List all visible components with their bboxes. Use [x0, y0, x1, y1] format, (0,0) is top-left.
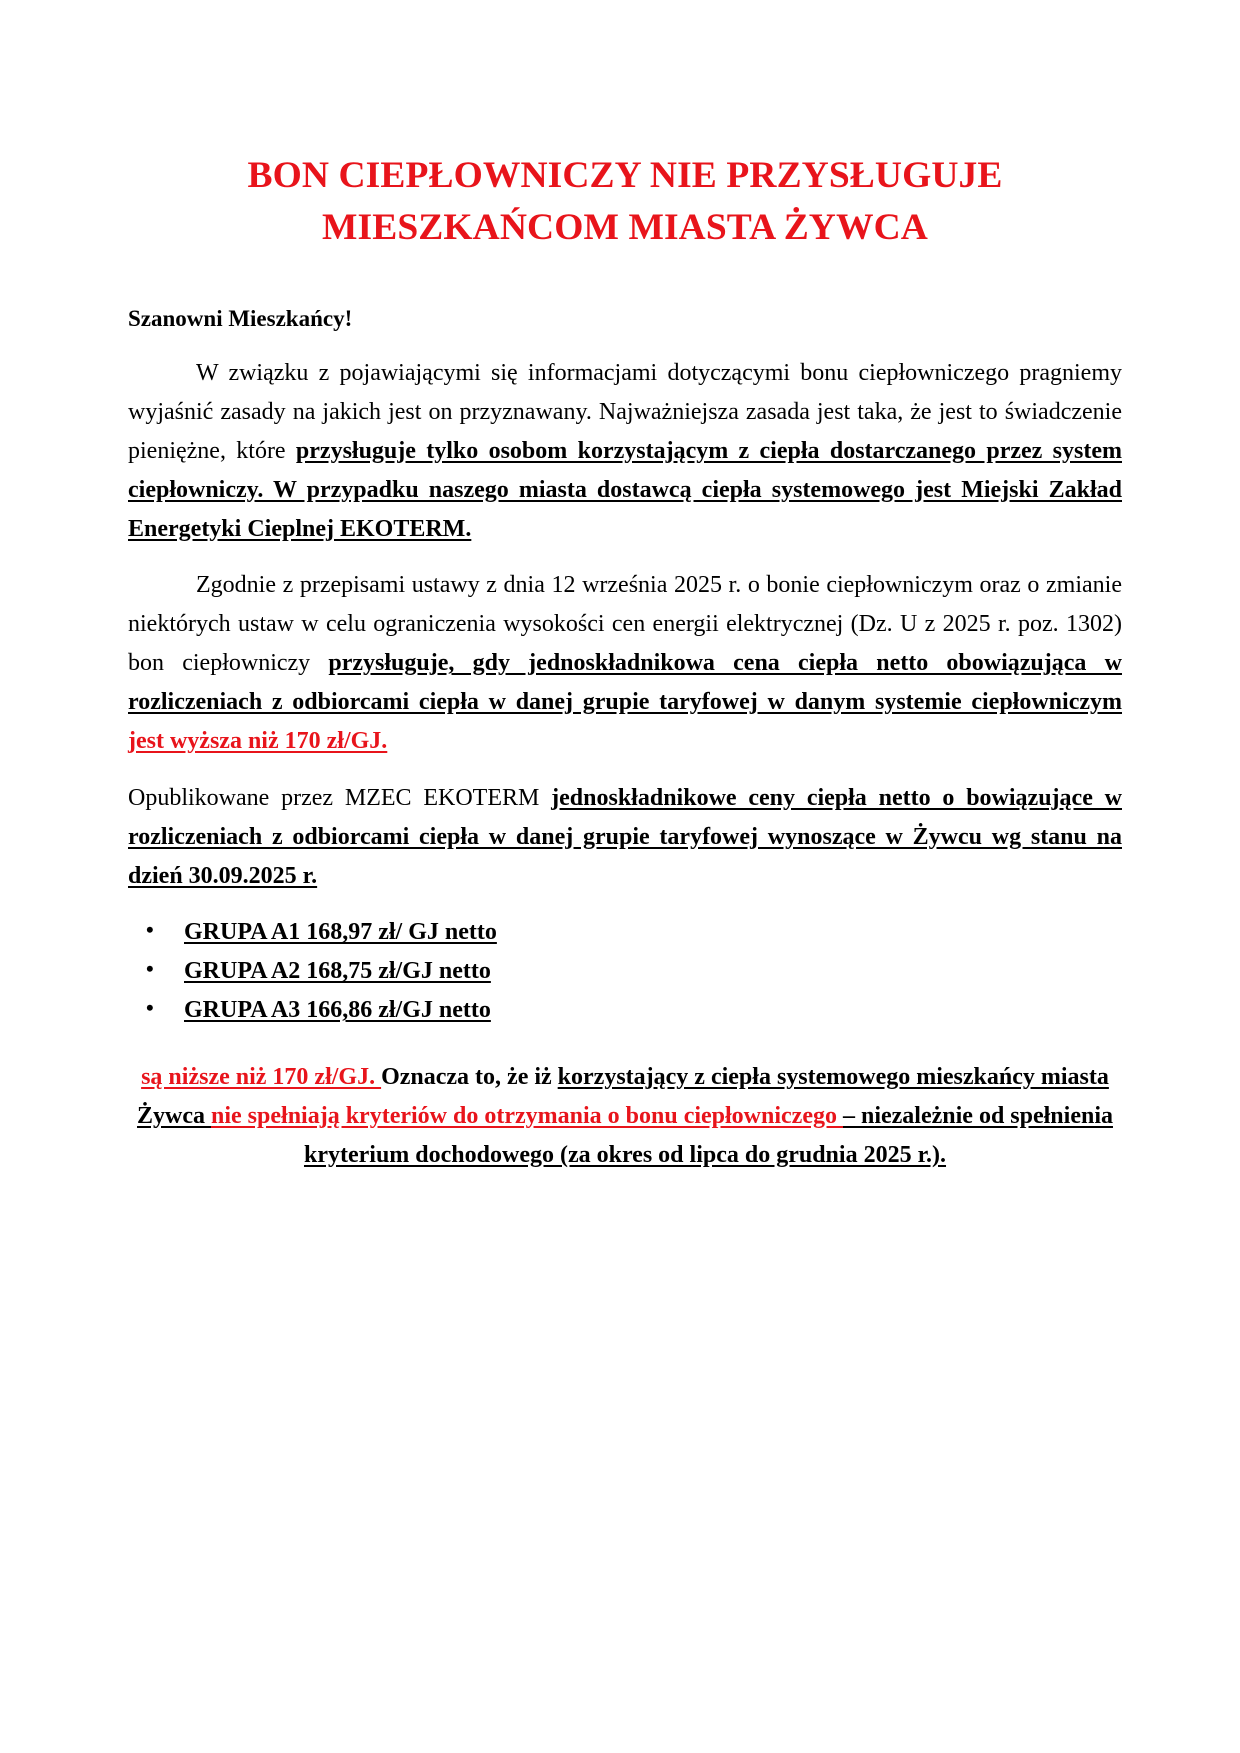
paragraph-1-plain: W związku z pojawiającymi się informacjami dotyczącymi bonu ciepłowniczego pragniemy wyjaśnić zasady na jakich jest on przyznawany. Najważniejsza zasada jest taka, że jest to świadczenie pieniężne, które	[128, 360, 1122, 464]
paragraph-3-emphasis: jednoskładnikowe ceny ciepła netto o bowiązujące w rozliczeniach z odbiorcami ciepła w danej grupie taryfowej wynoszące w Żywcu wg stanu na dzień 30.09.2025 r.	[128, 784, 1122, 889]
paragraph-published-prices	[128, 779, 1122, 896]
conclusion-red-lead: są niższe niż 170 zł/GJ.	[141, 1064, 382, 1090]
page-title-line-2: MIESZKAŃCOM MIASTA ŻYWCA	[322, 206, 928, 248]
tariff-group-a3-label: GRUPA A3 166,86 zł/GJ netto	[184, 997, 491, 1024]
paragraph-1-emphasis: przysługuje tylko osobom korzystającym z ciepła dostarczanego przez system ciepłowniczy. W przypadku naszego miasta dostawcą ciepła systemowego jest Miejski Zakład Energetyki Cieplnej EKOTERM.	[128, 437, 1122, 542]
paragraph-legal-basis	[128, 566, 1122, 760]
list-item	[128, 913, 1122, 952]
conclusion-red-criteria: nie spełniają kryteriów do otrzymania o bonu ciepłowniczego	[211, 1102, 843, 1129]
page-title-line-1: BON CIEPŁOWNICZY NIE PRZYSŁUGUJE	[247, 155, 1003, 196]
conclusion-black-tail: – niezależnie od spełnienia kryterium dochodowego (za okres od lipca do grudnia 2025 r.).	[303, 1102, 1113, 1168]
conclusion-block	[128, 1058, 1122, 1175]
conclusion-black-underline: korzystający z ciepła systemowego mieszkańcy miasta Żywca	[137, 1064, 1109, 1129]
paragraph-eligibility	[128, 354, 1122, 548]
tariff-group-a1-label: GRUPA A1 168,97 zł/ GJ netto	[184, 919, 497, 946]
tariff-group-a2-label: GRUPA A2 168,75 zł/GJ netto	[184, 958, 491, 985]
list-item	[128, 952, 1122, 991]
conclusion-black-lead: Oznacza to, że iż	[381, 1064, 558, 1090]
paragraph-3-plain: Opublikowane przez MZEC EKOTERM	[128, 784, 552, 811]
paragraph-2-plain: Zgodnie z przepisami ustawy z dnia 12 września 2025 r. o bonie ciepłowniczym oraz o zmianie niektórych ustaw w celu ograniczenia wysokości cen energii elektrycznej (Dz. U z 2025 r. poz. 1302) bon ciepłowniczy	[128, 572, 1122, 677]
paragraph-2-emphasis: przysługuje, gdy jednoskładnikowa cena ciepła netto obowiązująca w rozliczeniach z odbiorcami ciepła w danej grupie taryfowej w danym systemie ciepłowniczym	[128, 650, 1122, 715]
salutation: Szanowni Mieszkańcy!	[128, 305, 353, 331]
page-title	[128, 150, 1122, 254]
paragraph-2-threshold-highlight: jest wyższa niż 170 zł/GJ.	[128, 727, 388, 754]
tariff-price-list	[128, 913, 1122, 1030]
list-item	[128, 991, 1122, 1030]
